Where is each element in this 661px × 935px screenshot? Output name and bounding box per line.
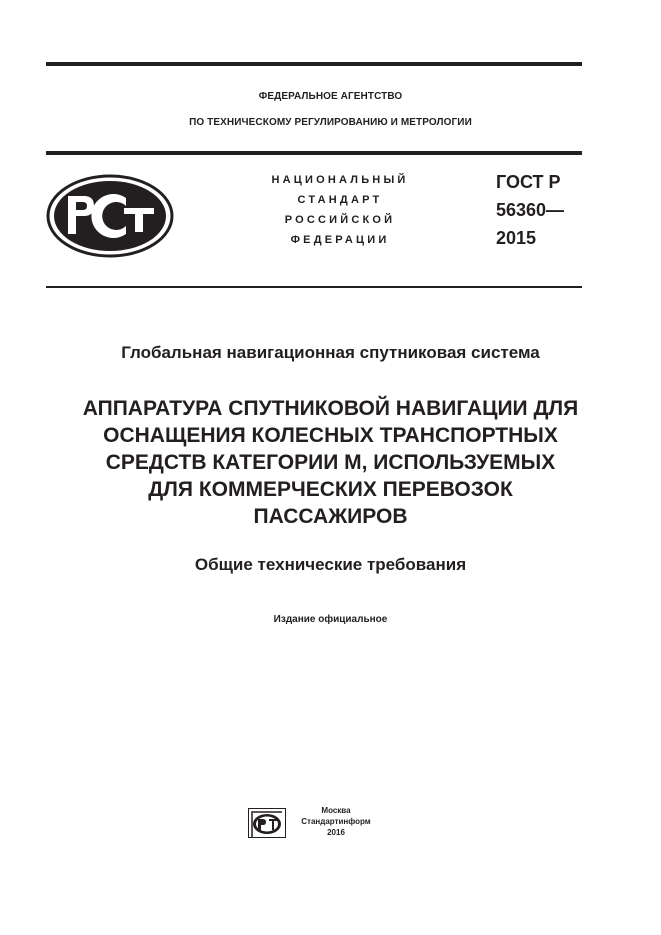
title-line: ПАССАЖИРОВ (253, 505, 408, 528)
standard-code (496, 168, 564, 252)
standard-code-year: 2015 (496, 228, 537, 248)
standard-line: РОССИЙСКОЙ (284, 214, 396, 226)
standartinform-logo-icon (248, 806, 286, 838)
publisher-info (296, 805, 376, 838)
document-subtitle: Общие технические требования (194, 555, 467, 574)
header-rule (46, 151, 582, 155)
gost-r-logo-icon (46, 174, 176, 258)
title-rule (46, 286, 582, 288)
document-title (0, 395, 661, 530)
title-line: ДЛЯ КОММЕРЧЕСКИХ ПЕРЕВОЗОК (148, 478, 513, 501)
standard-line: ФЕДЕРАЦИИ (290, 234, 390, 246)
title-line: СРЕДСТВ КАТЕГОРИИ М, ИСПОЛЬЗУЕМЫХ (105, 451, 556, 474)
title-line: ОСНАЩЕНИЯ КОЛЕСНЫХ ТРАНСПОРТНЫХ (103, 424, 558, 447)
top-rule (46, 62, 582, 66)
standard-code-number: 56360— (496, 200, 565, 220)
agency-line-1: ФЕДЕРАЛЬНОЕ АГЕНТСТВО (258, 91, 403, 102)
publisher-year: 2016 (327, 828, 345, 837)
publisher-city: Москва (321, 806, 351, 815)
agency-line-2: ПО ТЕХНИЧЕСКОМУ РЕГУЛИРОВАНИЮ И МЕТРОЛОГИИ (189, 117, 472, 128)
series-title: Глобальная навигационная спутниковая система (121, 343, 540, 362)
publisher-name: Стандартинформ (301, 817, 371, 826)
standard-code-line: ГОСТ Р (496, 172, 561, 192)
edition-note: Издание официальное (273, 614, 388, 625)
title-line: АППАРАТУРА СПУТНИКОВОЙ НАВИГАЦИИ ДЛЯ (82, 397, 579, 420)
standard-line: НАЦИОНАЛЬНЫЙ (271, 174, 409, 186)
standard-line: СТАНДАРТ (297, 194, 383, 206)
standard-designation (240, 170, 440, 250)
